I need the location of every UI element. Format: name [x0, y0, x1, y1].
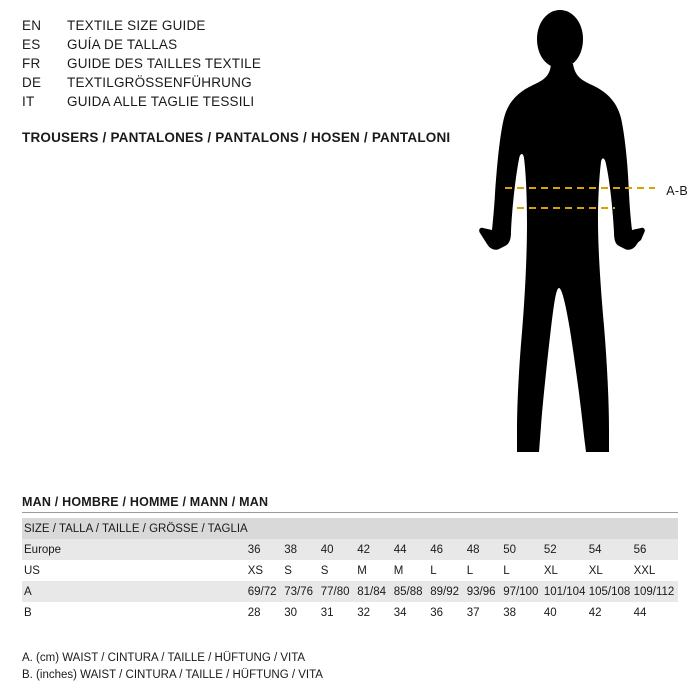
size-table — [22, 518, 678, 623]
cell-a-1: 69/72 — [248, 581, 285, 602]
cell-europe-6: 46 — [430, 539, 467, 560]
language-code-de: DE — [22, 75, 42, 90]
table-top-rule — [22, 512, 678, 513]
cell-a-7: 93/96 — [467, 581, 504, 602]
table-header-pad-9 — [544, 518, 589, 539]
cell-b-3: 31 — [321, 602, 358, 623]
table-header-pad-7 — [467, 518, 504, 539]
cell-b-8: 38 — [503, 602, 544, 623]
measurement-label-ab: A-B — [666, 184, 688, 198]
table-header-pad-8 — [503, 518, 544, 539]
cell-us-3: S — [321, 560, 358, 581]
footnote-a: A. (cm) WAIST / CINTURA / TAILLE / HÜFTUNG / VITA — [22, 652, 306, 664]
cell-europe-1: 36 — [248, 539, 285, 560]
cell-europe-8: 50 — [503, 539, 544, 560]
cell-b-11: 44 — [634, 602, 678, 623]
language-row-it — [22, 94, 482, 113]
language-code-es: ES — [22, 37, 41, 52]
table-header-pad-3 — [321, 518, 358, 539]
table-section-title: MAN / HOMBRE / HOMME / MANN / MAN — [22, 495, 269, 509]
cell-us-5: M — [394, 560, 431, 581]
cell-us-1: XS — [248, 560, 285, 581]
cell-a-2: 73/76 — [284, 581, 321, 602]
language-text-it: GUIDA ALLE TAGLIE TESSILI — [67, 94, 255, 109]
language-row-es — [22, 37, 482, 56]
cell-us-6: L — [430, 560, 467, 581]
cell-a-8: 97/100 — [503, 581, 544, 602]
language-text-fr: GUIDE DES TAILLES TEXTILE — [67, 56, 262, 71]
cell-europe-10: 54 — [589, 539, 634, 560]
cell-a-9: 101/104 — [544, 581, 589, 602]
footnote-b: B. (inches) WAIST / CINTURA / TAILLE / HÜFTUNG / VITA — [22, 669, 323, 681]
cell-b-7: 37 — [467, 602, 504, 623]
table-header-pad-1 — [248, 518, 285, 539]
table-header-pad-6 — [430, 518, 467, 539]
man-figure — [455, 6, 690, 476]
cell-europe-11: 56 — [634, 539, 678, 560]
row-label-b: B — [22, 602, 248, 623]
table-header-pad-11 — [634, 518, 678, 539]
language-text-en: TEXTILE SIZE GUIDE — [67, 18, 206, 33]
cell-b-1: 28 — [248, 602, 285, 623]
cell-b-9: 40 — [544, 602, 589, 623]
table-header-pad-10 — [589, 518, 634, 539]
table-header-pad-5 — [394, 518, 431, 539]
cell-b-4: 32 — [357, 602, 394, 623]
cell-us-8: L — [503, 560, 544, 581]
table-row-europe — [22, 539, 678, 560]
cell-europe-4: 42 — [357, 539, 394, 560]
cell-us-11: XXL — [634, 560, 678, 581]
table-row-b — [22, 602, 678, 623]
table-header-pad-4 — [357, 518, 394, 539]
cell-europe-9: 52 — [544, 539, 589, 560]
cell-a-3: 77/80 — [321, 581, 358, 602]
language-row-de — [22, 75, 482, 94]
row-label-us: US — [22, 560, 248, 581]
cell-b-10: 42 — [589, 602, 634, 623]
row-label-a: A — [22, 581, 248, 602]
table-header-label: SIZE / TALLA / TAILLE / GRÖSSE / TAGLIA — [22, 518, 248, 539]
cell-europe-2: 38 — [284, 539, 321, 560]
language-text-es: GUÍA DE TALLAS — [67, 37, 178, 52]
language-code-fr: FR — [22, 56, 41, 71]
language-row-en — [22, 18, 482, 37]
cell-us-2: S — [284, 560, 321, 581]
language-text-de: TEXTILGRÖSSENFÜHRUNG — [67, 75, 252, 90]
man-silhouette-icon — [455, 6, 690, 476]
cell-b-5: 34 — [394, 602, 431, 623]
table-row-us — [22, 560, 678, 581]
table-header-row — [22, 518, 678, 539]
cell-a-11: 109/112 — [634, 581, 678, 602]
table-header-pad-2 — [284, 518, 321, 539]
cell-us-4: M — [357, 560, 394, 581]
garment-type-title: TROUSERS / PANTALONES / PANTALONS / HOSEN / PANTALONI — [22, 130, 451, 145]
cell-a-6: 89/92 — [430, 581, 467, 602]
cell-us-10: XL — [589, 560, 634, 581]
cell-us-9: XL — [544, 560, 589, 581]
language-row-fr — [22, 56, 482, 75]
cell-b-2: 30 — [284, 602, 321, 623]
cell-us-7: L — [467, 560, 504, 581]
footnotes — [22, 650, 323, 684]
cell-europe-3: 40 — [321, 539, 358, 560]
cell-a-5: 85/88 — [394, 581, 431, 602]
cell-europe-5: 44 — [394, 539, 431, 560]
cell-a-10: 105/108 — [589, 581, 634, 602]
cell-europe-7: 48 — [467, 539, 504, 560]
language-code-it: IT — [22, 94, 35, 109]
language-list — [22, 18, 482, 113]
table-row-a — [22, 581, 678, 602]
cell-b-6: 36 — [430, 602, 467, 623]
cell-a-4: 81/84 — [357, 581, 394, 602]
language-code-en: EN — [22, 18, 42, 33]
row-label-europe: Europe — [22, 539, 248, 560]
